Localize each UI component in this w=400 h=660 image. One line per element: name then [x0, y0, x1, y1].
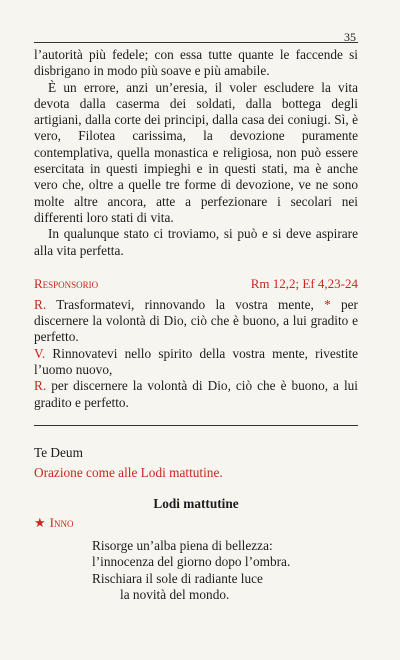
- inno-label: Inno: [49, 514, 74, 530]
- versicle-text: Rinnovatevi nello spirito della vostra mente, rivestite l’uomo nuovo,: [34, 345, 358, 378]
- responsorio-label: Responsorio: [34, 275, 99, 291]
- te-deum: Te Deum: [34, 444, 83, 460]
- hymn-line: Risorge un’alba piena di bellezza:: [92, 537, 273, 553]
- paragraph: l’autorità più fedele; con essa tutte quante le faccende si disbrigano in modo più soave e più amabile.: [34, 47, 358, 79]
- page-header: [34, 0, 358, 43]
- versicle-symbol: V.: [34, 345, 46, 361]
- lodi-title: Lodi mattutine: [153, 495, 239, 511]
- response-symbol: R.: [34, 296, 47, 312]
- responsorio-block: [34, 297, 358, 411]
- star-icon: ★: [34, 514, 46, 530]
- hymn-line: l’innocenza del giorno dopo l’ombra.: [92, 554, 291, 570]
- paragraph: In qualunque stato ci troviamo, si può e si deve aspirare alla vita perfetta.: [34, 226, 358, 258]
- hymn: [92, 538, 358, 603]
- versicle-line: [34, 346, 358, 379]
- inno-header: [34, 515, 358, 531]
- response-repeat-text: per discernere la volontà di Dio, ciò che è buono, a lui gradito e perfetto.: [34, 378, 358, 410]
- response-text: Trasformatevi, rinnovando la vostra mente,: [46, 296, 325, 312]
- hymn-line: la novità del mondo.: [120, 586, 230, 602]
- oration-note: Orazione come alle Lodi mattutine.: [34, 464, 223, 480]
- responsorio-reference: Rm 12,2; Ef 4,23-24: [250, 275, 358, 291]
- response-line: [34, 297, 358, 346]
- responsorio-header: [34, 276, 358, 292]
- hymn-line: Rischiara il sole di radiante luce: [92, 570, 263, 586]
- section-divider: [34, 425, 358, 426]
- response-repeat-symbol: R.: [34, 378, 47, 394]
- reading-text: [34, 47, 358, 259]
- response-text-continued: per discernere la volontà di Dio, ciò che è buono, a lui gradito e perfetto.: [34, 296, 358, 345]
- page: [34, 0, 358, 603]
- asterisk-mark: *: [324, 296, 331, 312]
- page-number: 35: [344, 30, 356, 44]
- response-repeat-line: [34, 378, 358, 411]
- paragraph: È un errore, anzi un’eresia, il voler escludere la vita devota dalla caserma dei soldati, dalla bottega degli artigiani, dalla corte dei principi, dalla casa dei coniugi. Sì, è vero, Filotea carissima, la devozione puramente contemplativa, quella monastica e religiosa, non può essere esercitata in questi impieghi e in questi stati, ma è anche vero che, oltre a quelle tre forme di devozione, ve ne sono molte altre ancora, atte a perfezionare i secolari nei differenti loro stati di vita.: [34, 79, 358, 225]
